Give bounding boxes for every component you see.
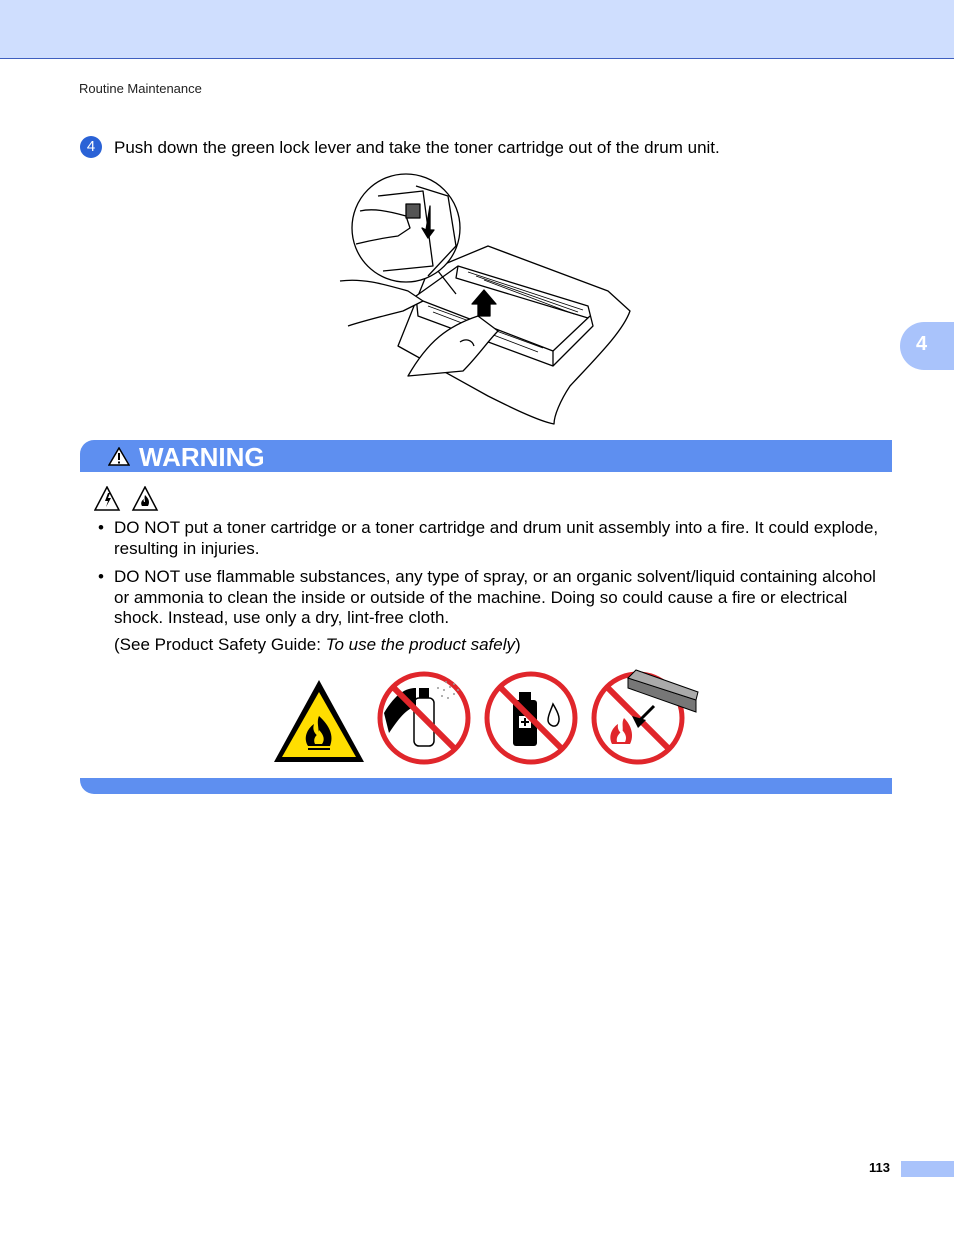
- warning-header-bar: [80, 440, 892, 472]
- running-head: Routine Maintenance: [79, 81, 202, 96]
- no-spray-icon: [380, 674, 468, 762]
- fire-hazard-icon: [133, 487, 157, 510]
- step-text: Push down the green lock lever and take the toner cartridge out of the drum unit.: [114, 138, 720, 157]
- safety-symbols-row: [272, 666, 702, 766]
- bullet-glyph: •: [98, 518, 104, 537]
- warning-bullet-list: [98, 518, 893, 637]
- no-solvent-icon: [487, 674, 575, 762]
- list-item: [98, 518, 893, 559]
- page-tab: [901, 1161, 954, 1177]
- see-prefix: (See Product Safety Guide:: [114, 635, 326, 654]
- header-band: [0, 0, 954, 59]
- bullet-text: DO NOT use flammable substances, any type of spray, or an organic solvent/liquid containing alcohol or ammonia to clean the inside or outside of the machine. Doing so could cause a fire or electrical shock. Instead, use only a dry, lint-free cloth.: [114, 567, 876, 627]
- step-number-badge: 4: [80, 136, 102, 158]
- no-fire-icon: [594, 670, 698, 762]
- hazard-symbols-small: [94, 486, 160, 512]
- warning-triangle-icon: [108, 447, 130, 466]
- chapter-number: 4: [916, 333, 928, 355]
- bullet-glyph: •: [98, 567, 104, 586]
- chapter-tab: [900, 322, 954, 370]
- see-suffix: ): [515, 635, 521, 654]
- safety-guide-reference: [114, 635, 521, 655]
- warning-title: WARNING: [139, 442, 265, 472]
- warning-footer-bar: [80, 778, 892, 794]
- drum-unit-illustration: [338, 166, 638, 428]
- page-number: 113: [869, 1160, 890, 1175]
- see-title: To use the product safely: [325, 635, 515, 654]
- flammable-warning-icon: [274, 680, 364, 762]
- list-item: [98, 567, 893, 629]
- bullet-text: DO NOT put a toner cartridge or a toner cartridge and drum unit assembly into a fire. It could explode, resulting in injuries.: [114, 518, 879, 558]
- electrical-hazard-icon: [95, 487, 119, 510]
